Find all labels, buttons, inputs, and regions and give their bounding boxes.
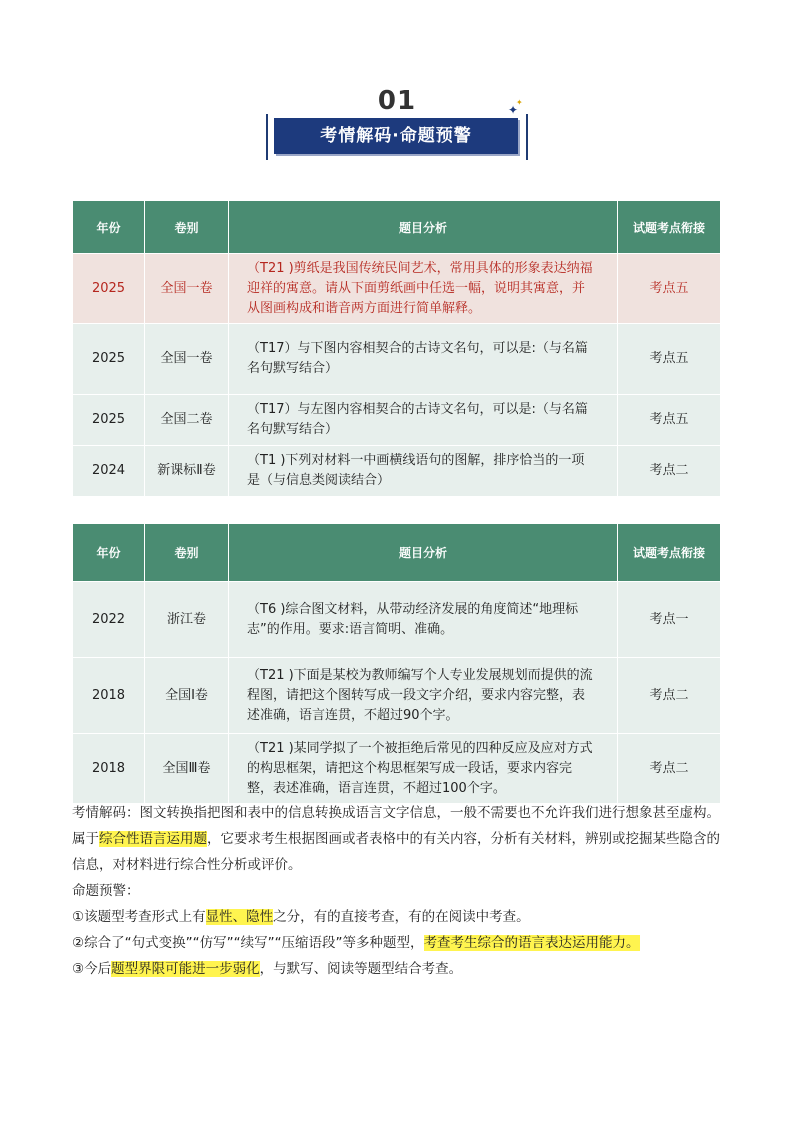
- notes-decode-paragraph: [72, 800, 722, 878]
- sparkle-icon: ✦: [508, 103, 519, 117]
- header-year: 年份: [73, 201, 145, 254]
- table-row: [73, 324, 721, 395]
- header-paper: 卷别: [145, 201, 229, 254]
- table-row: [73, 734, 721, 804]
- cell-point: 考点五: [618, 324, 721, 395]
- item2-text-a: ②综合了“句式变换”“仿写”“续写”“压缩语段”等多种题型，: [72, 935, 424, 951]
- notes-item-1: [72, 904, 722, 930]
- banner-title: 考情解码·命题预警: [274, 118, 518, 154]
- cell-year: 2025: [73, 395, 145, 446]
- header-analysis: 题目分析: [229, 524, 618, 582]
- table-row: [73, 446, 721, 497]
- notes-item-3: [72, 956, 722, 982]
- exam-table-earlier: [72, 523, 721, 804]
- cell-paper: 全国二卷: [145, 395, 229, 446]
- decode-text-a: 考情解码：图文转换指把图和表中的信息转换成语言文字信息，一般不需要也不允许我们进行想象甚至虚构。属于: [72, 805, 720, 847]
- table-header-row: [73, 201, 721, 254]
- cell-analysis: （T21 )下面是某校为教师编写个人专业发展规划而提供的流程图，请把这个图转写成一段文字介绍，要求内容完整，表述准确，语言连贯，不超过90个字。: [229, 658, 618, 734]
- decode-text-b: ，它要求考生根据图画或者表格中的有关内容，分析有关材料，辨别或挖掘某些隐含的信息，对材料进行综合性分析或评价。: [72, 831, 720, 873]
- cell-analysis: （T6 )综合图文材料，从带动经济发展的角度简述“地理标志”的作用。要求:语言简明、准确。: [229, 582, 618, 658]
- cell-paper: 浙江卷: [145, 582, 229, 658]
- cell-year: 2025: [73, 254, 145, 324]
- cell-year: 2022: [73, 582, 145, 658]
- cell-point: 考点一: [618, 582, 721, 658]
- item3-text-a: ③今后: [72, 961, 112, 977]
- header-paper: 卷别: [145, 524, 229, 582]
- header-analysis: 题目分析: [229, 201, 618, 254]
- exam-table-recent: [72, 200, 721, 497]
- notes-item-2: [72, 930, 722, 956]
- item2-highlight: 考查考生综合的语言表达运用能力。: [423, 935, 640, 951]
- item3-text-b: ，与默写、阅读等题型结合考查。: [259, 961, 463, 977]
- cell-point: 考点二: [618, 446, 721, 497]
- item1-highlight: 显性、隐性: [205, 909, 274, 925]
- table-row: [73, 254, 721, 324]
- item3-highlight: 题型界限可能进一步弱化: [111, 961, 260, 977]
- cell-year: 2018: [73, 734, 145, 804]
- cell-point: 考点五: [618, 254, 721, 324]
- cell-paper: 全国一卷: [145, 324, 229, 395]
- section-banner: [266, 114, 528, 160]
- cell-year: 2018: [73, 658, 145, 734]
- item1-text-a: ①该题型考查形式上有: [72, 909, 206, 925]
- cell-year: 2025: [73, 324, 145, 395]
- table-row: [73, 395, 721, 446]
- cell-analysis: （T17）与下图内容相契合的古诗文名句，可以是:（与名篇名句默写结合）: [229, 324, 618, 395]
- sparkle-small-icon: ✦: [516, 98, 523, 107]
- cell-paper: 全国一卷: [145, 254, 229, 324]
- cell-paper: 全国Ⅰ卷: [145, 658, 229, 734]
- notes-warning-heading: 命题预警：: [72, 883, 140, 899]
- cell-analysis: （T21 )剪纸是我国传统民间艺术，常用具体的形象表达纳福迎祥的寓意。请从下面剪纸画中任选一幅，说明其寓意，并从图画构成和谐音两方面进行简单解释。: [229, 254, 618, 324]
- header-point: 试题考点衔接: [618, 201, 721, 254]
- header-point: 试题考点衔接: [618, 524, 721, 582]
- decode-highlight: 综合性语言运用题: [99, 831, 207, 847]
- table-header-row: [73, 524, 721, 582]
- cell-analysis: （T17）与左图内容相契合的古诗文名句，可以是:（与名篇名句默写结合）: [229, 395, 618, 446]
- cell-point: 考点二: [618, 658, 721, 734]
- cell-paper: 新课标Ⅱ卷: [145, 446, 229, 497]
- header-year: 年份: [73, 524, 145, 582]
- section-number: 01: [377, 86, 417, 116]
- cell-analysis: （T1 )下列对材料一中画横线语句的图解，排序恰当的一项是（与信息类阅读结合）: [229, 446, 618, 497]
- cell-year: 2024: [73, 446, 145, 497]
- cell-analysis: （T21 )某同学拟了一个被拒绝后常见的四种反应及应对方式的构思框架，请把这个构思框架写成一段话，要求内容完整，表述准确，语言连贯，不超过100个字。: [229, 734, 618, 804]
- cell-point: 考点二: [618, 734, 721, 804]
- cell-paper: 全国Ⅲ卷: [145, 734, 229, 804]
- table-row: [73, 658, 721, 734]
- table-row: [73, 582, 721, 658]
- analysis-notes: [72, 800, 722, 982]
- cell-point: 考点五: [618, 395, 721, 446]
- item1-text-b: 之分，有的直接考查，有的在阅读中考查。: [273, 909, 530, 925]
